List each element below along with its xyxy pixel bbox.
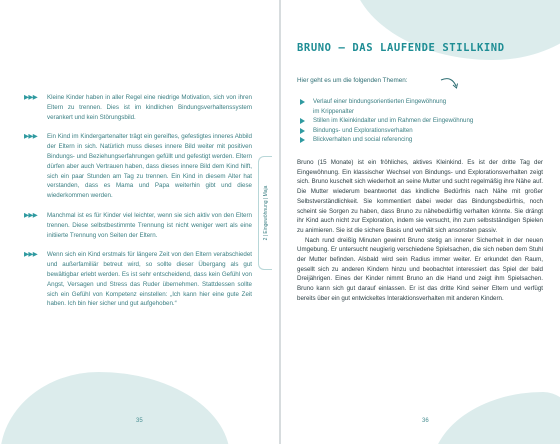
info-paragraph <box>24 93 252 122</box>
triangle-bullet-icon <box>300 128 305 134</box>
page-number: 36 <box>422 418 429 424</box>
list-item <box>300 135 526 144</box>
paragraph-text: Manchmal ist es für Kinder viel leichter, wenn sie sich aktiv von den Eltern trennen. Diese selbstbestimmte Trennung ist nicht weniger wert als eine initiierte Trennung von Seiten der Eltern. <box>47 211 252 239</box>
triple-arrow-icon: ▶▶▶ <box>24 251 38 259</box>
topic-text: Blickverhalten und social referencing <box>313 136 413 144</box>
topics-list <box>300 97 526 145</box>
page-number: 35 <box>136 418 143 424</box>
paragraph-text: Kleine Kinder haben in aller Regel eine niedrige Motivation, sich von ihren Eltern zu trennen. Dies ist im kindlichen Bindungsverhaltenssystem verankert und kein Störungsbild. <box>47 94 252 121</box>
topic-text: Verlauf einer bindungsorientierten Eingewöhnung <box>313 98 447 105</box>
info-paragraph <box>24 250 252 309</box>
section-title: BRUNO – DAS LAUFENDE STILLKIND <box>297 42 505 54</box>
body-paragraph: Nach rund dreißig Minuten gewinnt Bruno stetig an innerer Sicherheit in der neuen Umgebung. Er untersucht neugierig verschiedene Spielsachen, die sich neben dem Stuhl der Mutter befinden. Alsbald wird sein Radius immer weiter. Er erkundet den Raum, gesellt sich zu anderen Kindern hinzu und beobachtet interessiert das Spiel der bald Dreijährigen. Eines der Kinder nimmt Bruno an die Hand und zeigt ihm Spielsachen. Bruno kann sich gut darauf einlassen. Er ist das dritte Kind seiner Eltern und verfügt bereits über ein gut entwickeltes Interaktionsverhalten mit anderen Kindern. <box>297 236 543 302</box>
topics-intro: Hier geht es um die folgenden Themen: <box>297 77 408 84</box>
topic-text: im Krippenalter <box>313 107 354 115</box>
chapter-side-tab-label: 2 | Eingewöhnung | Maja <box>262 185 269 241</box>
triple-arrow-icon: ▶▶▶ <box>24 133 38 141</box>
triangle-bullet-icon <box>300 99 305 105</box>
chapter-side-tab <box>258 156 272 270</box>
body-paragraph: Bruno (15 Monate) ist ein fröhliches, aktives Kleinkind. Es ist der dritte Tag der Eingewöhnung. Ein klassischer Wechsel von Bindungs- und Explorationsverhalten zeigt sich. Bruno kuschelt sich wiederholt an seine Mutter und sucht regelmäßig ihre Nähe auf. Die Mutter wiederum beantwortet das kindliche Bedürfnis nach Nähe mit großer Selbstverständlichkeit. Sie kommentiert dabei weder das Bindungsbedürfnis, noch scheint sie Sorgen zu haben, dass Bruno zu nähebedürftig verhalten könnte. Sie drängt ihr Kind auch nicht zur Exploration, indem sie versucht, ihn zum selbstständigen Spielen zu animieren. Sie ist die sichere Basis und verhält sich ansonsten passiv. <box>297 159 543 234</box>
story-text <box>297 158 543 304</box>
list-item <box>300 126 526 135</box>
triple-arrow-icon: ▶▶▶ <box>24 94 38 101</box>
paragraph-text: Wenn sich ein Kind erstmals für längere Zeit von den Eltern verabschiedet und außerfamiliär betreut wird, so sollte dieser Übergang als gut bewältigbar erlebt werden. Es ist sehr entscheidend, dass kein Gefühl von Angst, Versagen und Stress das Ruder übernehmen. Stattdessen sollte sich ein Gefühl von Kompetenz einstellen: „Ich kann hier eine gute Zeit haben. Ich bin hier sicher und gut aufgehoben.“ <box>47 251 252 308</box>
decorative-blob <box>431 392 560 444</box>
list-item <box>300 107 526 116</box>
list-item <box>300 116 526 125</box>
info-paragraph <box>24 211 252 240</box>
info-paragraph <box>24 132 252 201</box>
topic-text: Stillen im Kleinkindalter und im Rahmen der Eingewöhnung <box>313 117 474 125</box>
triangle-bullet-icon <box>300 137 305 143</box>
triple-arrow-icon: ▶▶▶ <box>24 211 38 219</box>
topic-text: Bindungs- und Explorationsverhalten <box>313 126 413 134</box>
left-page <box>0 0 279 444</box>
paragraph-text: Ein Kind im Kindergartenalter trägt ein gereiftes, gefestigtes inneres Abbild der Eltern in sich. Natürlich muss dieses innere Bild weiter mit positiven Bindungs- und Beziehungserfahrungen gefüllt und gefestigt werden. Eltern dürfen aber auch Vertrauen haben, dass dieses innere Bild dem Kind hilft, sich ein paar Stunden am Tag zu trennen. Ein Kind in diesem Alter hat verstanden, dass es Mama und Papa weiterhin gibt und diese wiederkommen werden. <box>47 133 252 200</box>
curved-arrow-icon <box>440 77 460 91</box>
list-item <box>300 97 526 106</box>
triangle-bullet-icon <box>300 118 305 124</box>
right-page <box>281 0 560 444</box>
left-page-content <box>24 93 252 319</box>
decorative-blob <box>0 372 230 444</box>
